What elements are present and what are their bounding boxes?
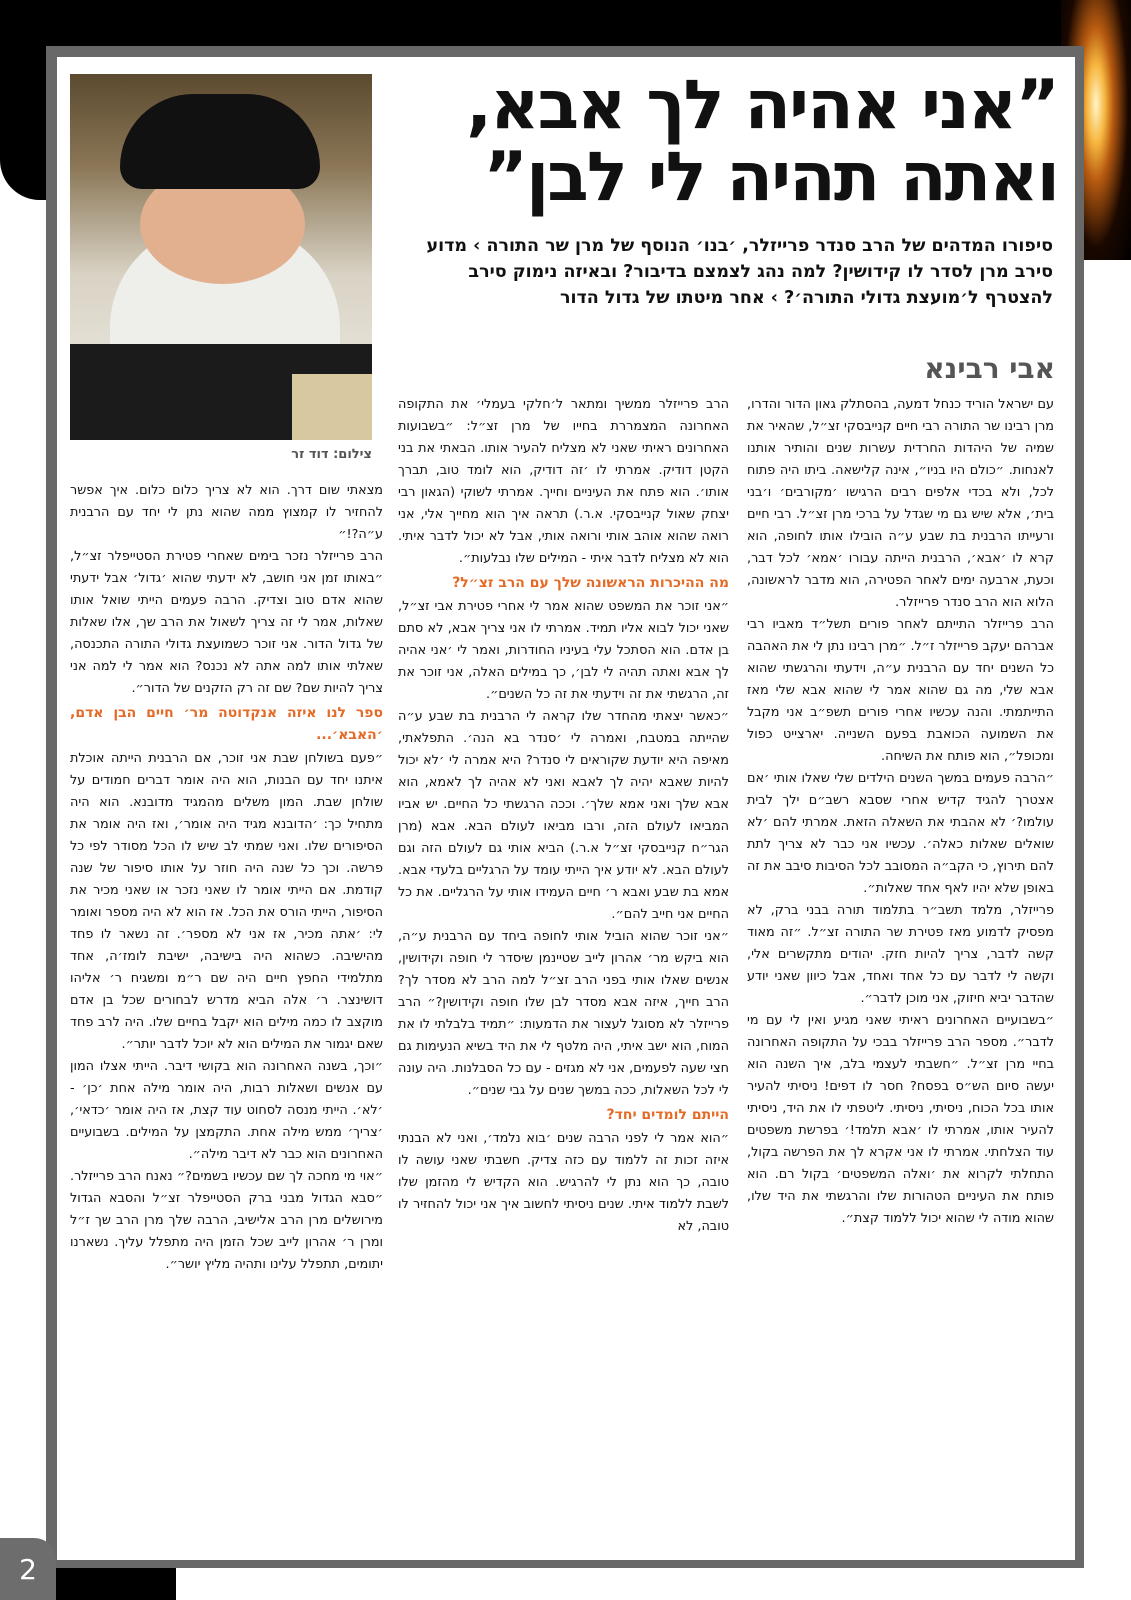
photo-credit: צילום: דוד זר: [291, 447, 372, 462]
text-column-right: [747, 394, 1054, 1544]
text-column-left: [70, 480, 383, 1544]
article-author: אבי רבינא: [924, 352, 1055, 385]
paragraph: ״בשבועיים האחרונים ראיתי שאני מגיע ואין לי עם מי לדבר״. מספר הרב פרייזלר בבכי על התקופה האחרונה בחיי מרן זצ״ל. ״חשבתי לעצמי בלב, איך השנה הוא יעשה סיום הש״ס בפסח? חסר לו דפים! ניסיתי להעיר אותו בכל הכוח, ניסיתי, ניסיתי. ליטפתי לו את היד, ניסיתי להעיר אותו, אמרתי לו ׳אבא תלמד!׳ בפרשת משפטים עוד הצלחתי. אמרתי לו אני אקרא לך את הפרשה בקול, התחלתי לקרוא את ׳ואלה המשפטים׳ בקול רם. הוא פותח את העיניים הטהורות שלו והרגשתי את היד שלו, שהוא מודה לי שהוא יכול ללמוד קצת״.: [747, 1013, 1054, 1226]
rabbi-portrait-photo: [70, 74, 372, 440]
text-column-middle: [398, 394, 729, 1544]
paragraph: ״אני זוכר את המשפט שהוא אמר לי אחרי פטירת אבי זצ״ל, שאני יכול לבוא אליו תמיד. אמרתי לו אני צריך אבא, לא סתם בן אדם. הוא הסתכל עלי בעיניו החודרות, ואמר לי ׳אני אהיה לך אבא ואתה תהיה לי לבן׳, כך במילים האלה, אני זוכר את זה, הרגשתי את זה וידעתי את זה כל השנים״.: [398, 599, 729, 702]
article-title: ”אני אהיה לך אבא, ואתה תהיה לי לבן”: [466, 66, 1058, 217]
page-number: 2: [0, 1538, 56, 1600]
bottom-black-strip: [56, 1568, 176, 1600]
paragraph: ״הרבה פעמים במשך השנים הילדים שלי שאלו אותי ׳אם אצטרך להגיד קדיש אחרי שסבא רשב״ם ילך לבית עולמו?׳ לא אהבתי את השאלה הזאת. אמרתי להם ׳לא שואלים שאלות כאלה׳. עכשיו אני כבר לא צריך לתת להם תירוץ, כי הקב״ה המסובב לכל הסיבות סיבב את זה באופן שלא יהיו לאף אחד שאלות״.: [747, 771, 1054, 896]
paragraph: ״אוי מי מחכה לך שם עכשיו בשמים?״ נאנח הרב פרייזלר. ״סבא הגדול מבני ברק הסטייפלר זצ״ל והסבא הגדול מירושלים מרן הרב אלישיב, הרבה שלך מרן הרב שך ז״ל ומרן ר׳ אהרון לייב שכל הזמן היה מתפלל עליך. נשארנו יתומים, תתפלל עלינו ותהיה מליץ יושר״.: [70, 1169, 383, 1272]
paragraph: ״פעם בשולחן שבת אני זוכר, אם הרבנית הייתה אוכלת איתנו יחד עם הבנות, הוא היה אומר דברים חמודים על שולחן שבת. המון משלים מהמגיד מדובנא. הוא היה מתחיל כך: ׳הדובנא מגיד היה אומר׳, ואז היה אומר את הסיפורים שלו. ואני שמתי לב שיש לו הכל מסודר לפי כל פרשה. וכך כל שנה היה חוזר על אותו סיפור של שנה קודמת. אם הייתי אומר לו שאני נזכר או שאני מכיר את הסיפור, הייתי הורס את הכל. אז הוא לא היה מספר ואומר לי: ׳אתה מכיר, אז אני לא מספר׳. זה נשאר לו פחד מהישיבה. כשהוא היה בישיבה, ישיבת לומז׳ה, אחד מתלמידי החפץ חיים היה שם ר״מ ומשגיח ר׳ אליהו דושינצר. ר׳ אלה הביא מדרש לבחורים שכל בן אדם מוקצב לו כמה מילים הוא יקבל בחיים שלו. היה לרב פחד שאם יגמור את המילים הוא לא יוכל לדבר יותר״.: [70, 751, 383, 1052]
paragraph: ״הוא אמר לי לפני הרבה שנים ׳בוא נלמד׳, ואני לא הבנתי איזה זכות זה ללמוד עם כזה צדיק. חשבתי שאני עושה לו טובה, כך הוא נתן לי להרגיש. הוא הקדיש לי מהזמן שלו לשבת ללמוד איתי. שנים ניסיתי לחשוב איך אני יכול להחזיר לו טובה, לא: [398, 1131, 729, 1234]
paragraph: הרב פרייזלר התייתם לאחר פורים תשל״ד מאביו רבי אברהם יעקב פרייזלר ז״ל. ״מרן רבינו נתן לי את האהבה כל השנים יחד עם הרבנית ע״ה, וידעתי והרגשתי שהוא אבא שלי, מה גם שהוא אמר לי שהוא אבא שלי מאז התייתמתי. והנה עכשיו אחרי פורים תשפ״ב אני מקבל את השמועה הכואבת בפעם השנייה. יארצייט כפול ומכופל״, הוא פותח את השיחה.: [747, 617, 1054, 764]
section-heading: הייתם לומדים יחד?: [606, 1107, 729, 1123]
photo-book: [292, 374, 372, 440]
paragraph: מצאתי שום דרך. הוא לא צריך כלום כלום. איך אפשר להחזיר לו קמצוץ ממה שהוא נתן לי יחד עם הרבנית ע״ה?!״: [70, 483, 383, 542]
section-heading: ספר לנו איזה אנקדוטה מר׳ חיים הבן אדם, ׳האבא׳...: [70, 705, 383, 743]
paragraph: ״כאשר יצאתי מהחדר שלו קראה לי הרבנית בת שבע ע״ה שהייתה במטבח, ואמרה לי ׳סנדר בא הנה׳. התפלאתי, מאיפה היא יודעת שקוראים לי סנדר? היא אמרה לי ׳לא יכול להיות שאבא יהיה לך לאבא ואני לא אהיה לך לאמא, הוא אבא שלך ואני אמא שלך׳. וככה הרגשתי כל החיים. יש אביו המביאו לעולם הזה, ורבו מביאו לעולם הבא. אבא (מרן הגר״ח קנייבסקי זצ״ל א.ר.) הביא אותי גם לעולם הזה וגם לעולם הבא. לא יודע איך הייתי עומד על הרגליים בלעדי אבא. אמא בת שבע ואבא ר׳ חיים העמידו אותי על הרגליים. את כל החיים אני חייב להם״.: [398, 709, 729, 922]
paragraph: עם ישראל הוריד כנחל דמעה, בהסתלק גאון הדור והדרו, מרן רבינו שר התורה רבי חיים קנייבסקי זצ״ל, שהאיר את שמיה של היהדות החרדית עשרות שנים והותיר אותנו לאנחות. ״כולם היו בניו״, אינה קלישאה. ביתו היה פתוח לכל, ולא בכדי אלפים רבים הרגישו ׳מקורבים׳ ו׳בני בית׳, אלא שיש גם מי שגדל על ברכי מרן זצ״ל. רבי חיים ורעייתו הרבנית בת שבע ע״ה הובילו אותו לחופה, הוא קרא לו ׳אבא׳, הרבנית הייתה עבורו ׳אמא׳ לכל דבר, וכעת, ארבעה ימים לאחר הפטירה, הוא מדבר לראשונה, הלוא הוא הרב סנדר פרייזלר.: [747, 397, 1054, 610]
article-subtitle: סיפורו המדהים של הרב סנדר פרייזלר, ׳בנו׳ הנוסף של מרן שר התורה › מדוע סירב מרן לסדר לו קידושין? למה נהג לצמצם בדיבור? ובאיזה נימוק סירב להצטרף ל׳מועצת גדולי התורה׳? › אחר מיטתו של גדול הדור: [426, 236, 1053, 308]
paragraph: ״אני זוכר שהוא הוביל אותי לחופה ביחד עם הרבנית ע״ה, הוא ביקש מר׳ אהרון לייב שטיינמן שיסדר לי חופה וקידושין, אנשים שאלו אותי בפני הרב זצ״ל למה הרב לא מסדר לך? הרב חייך, איזה אבא מסדר לבן שלו חופה וקידושין?״ הרב פרייזלר לא מסוגל לעצור את הדמעות: ״תמיד בלבלתי לו את המוח, הוא ישב איתי, היה מלטף לי את היד בשיא הנעימות גם חצי שעה לפעמים, אני לא מגזים - עם כל הסבלנות. היה עונה לי לכל השאלות, ככה במשך שנים על גבי שנים״.: [398, 929, 729, 1098]
photo-hat: [120, 94, 320, 189]
section-heading: מה ההיכרות הראשונה שלך עם הרב זצ״ל?: [452, 575, 729, 591]
paragraph: ״וכך, בשנה האחרונה הוא בקושי דיבר. הייתי אצלו המון עם אנשים ושאלות רבות, היה אומר מילה אחת ׳כן׳ - ׳לא׳. הייתי מנסה לסחוט עוד קצת, אז היה אומר ׳כדאי׳, ׳צריך׳ ממש מילה אחת. התקמצן על המילים. בשבועיים האחרונים הוא כבר לא דיבר מילה״.: [70, 1059, 383, 1162]
paragraph: הרב פרייזלר נזכר בימים שאחרי פטירת הסטייפלר זצ״ל, ״באותו זמן אני חושב, לא ידעתי שהוא ׳גדול׳ אבל ידעתי שהוא אדם טוב וצדיק. הרבה פעמים הייתי שואל אותו שאלות, אמר לי זה צריך לשאול את הרב שך, אלו שאלות של גדול הדור. אני זוכר כשמועצת גדולי התורה התכנסה, שאלתי אותו למה אתה לא נכנס? הוא אמר לי למה אני צריך להיות שם? שם זה רק הזקנים של הדור״.: [70, 549, 383, 696]
paragraph: הרב פרייזלר ממשיך ומתאר ל׳חלקי בעמלי׳ את התקופה האחרונה המצמררת בחייו של מרן זצ״ל: ״בשבועות האחרונים ראיתי שאני לא מצליח להעיר אותו. הבאתי את בני הקטן דודיק. אמרתי לו ׳זה דודיק, הוא לומד טוב, תברך אותו׳. הוא פתח את העיניים וחייך. אמרתי לשוקי (הגאון רבי יצחק שאול קנייבסקי. א.ר.) תראה איך הוא מחייך אלי, אני רואה שהוא אוהב אותי ורואה אותי, אבל לא יכול לדבר איתי. הוא לא מצליח לדבר איתי - המילים שלו נבלעות״.: [398, 397, 729, 566]
paragraph: פרייזלר, מלמד תשב״ר בתלמוד תורה בבני ברק, לא מפסיק לדמוע מאז פטירת שר התורה זצ״ל. ״זה מאוד קשה לדבר, צריך להיות חזק. יהודים מתקשרים אלי, וקשה לי לדבר עם כל אחד ואחד, אבל כיוון שאני יודע שהדבר יביא חיזוק, אני מוכן לדבר״.: [747, 903, 1054, 1006]
